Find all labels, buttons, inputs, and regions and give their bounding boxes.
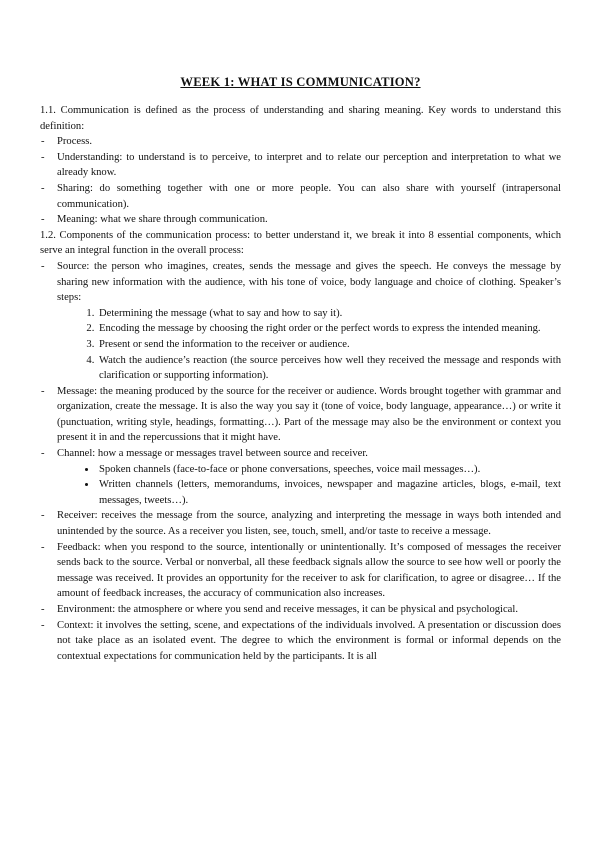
list-item: 4. Watch the audience’s reaction (the source perceives how well they received the message and responds with clarification or supporting information). <box>97 353 561 384</box>
list-item: - Meaning: what we share through communication. <box>40 212 561 228</box>
source-text: Source: the person who imagines, creates, sends the message and gives the speech. He conveys the message by sharing new information with the audience, with his tone of voice, body language and choice of clothing. Speaker’s steps: <box>57 260 561 304</box>
section-1-intro: 1.1. Communication is defined as the process of understanding and sharing meaning. Key words to understand this definition: <box>40 105 561 132</box>
list-item: - Sharing: do something together with one or more people. You can also share with yourself (intrapersonal communication). <box>40 181 561 212</box>
component-receiver: - Receiver: receives the message from the source, analyzing and interpreting the message in ways both intended and unintended by the source. As a receiver you listen, see, touch, smell, and/or taste to receive a message. <box>40 508 561 539</box>
components-list <box>40 259 561 664</box>
component-context: - Context: it involves the setting, scene, and expectations of the individuals involved. A presentation or discussion does not take place as an isolated event. The degree to which the environment is formal or informal depends on the contextual expectations for communication held by the participants. It is all <box>40 618 561 665</box>
component-feedback: - Feedback: when you respond to the source, intentionally or unintentionally. It’s composed of messages the receiver sends back to the source. Verbal or nonverbal, all these feedback signals allow the source to see how well or poorly the message was received. It provides an opportunity for the receiver to ask for clarification, to agree or disagree… If the amount of feedback increases, the accuracy of communication also increases. <box>40 540 561 602</box>
page-title: WEEK 1: WHAT IS COMMUNICATION? <box>180 75 421 89</box>
component-message: - Message: the meaning produced by the source for the receiver or audience. Words brought together with grammar and organization, create the message. It is also the way you say it (tone of voice, body language, appearance…) or write it (punctuation, writing style, headings, formatting…). Part of the message may also be the environment or context you present it in and the repercussions that it might have. <box>40 384 561 446</box>
section-1-keyword-list <box>40 134 561 228</box>
section-2-intro: 1.2. Components of the communication process: to better understand it, we break it into 8 essential components, which serve an integral function in the overall process: <box>40 229 561 257</box>
list-item: 3. Present or send the information to the receiver or audience. <box>97 337 561 353</box>
list-item: • Spoken channels (face-to-face or phone conversations, speeches, voice mail messages…). <box>97 462 561 478</box>
component-channel <box>40 446 561 508</box>
speaker-steps-list <box>57 306 561 384</box>
list-item: • Written channels (letters, memorandums, invoices, newspaper and magazine articles, blogs, e-mail, text messages, tweets…). <box>97 477 561 508</box>
list-item: 1. Determining the message (what to say and how to say it). <box>97 306 561 322</box>
document-body <box>40 74 561 664</box>
component-environment: - Environment: the atmosphere or where you send and receive messages, it can be physical and psychological. <box>40 602 561 618</box>
component-source <box>40 259 561 384</box>
channel-text: Channel: how a message or messages travel between source and receiver. <box>57 448 368 460</box>
list-item: - Understanding: to understand is to perceive, to interpret and to relate our perception and interpretation to what we already know. <box>40 150 561 181</box>
channel-types-list <box>57 462 561 509</box>
list-item: - Process. <box>40 134 561 150</box>
list-item: 2. Encoding the message by choosing the right order or the perfect words to express the intended meaning. <box>97 321 561 337</box>
